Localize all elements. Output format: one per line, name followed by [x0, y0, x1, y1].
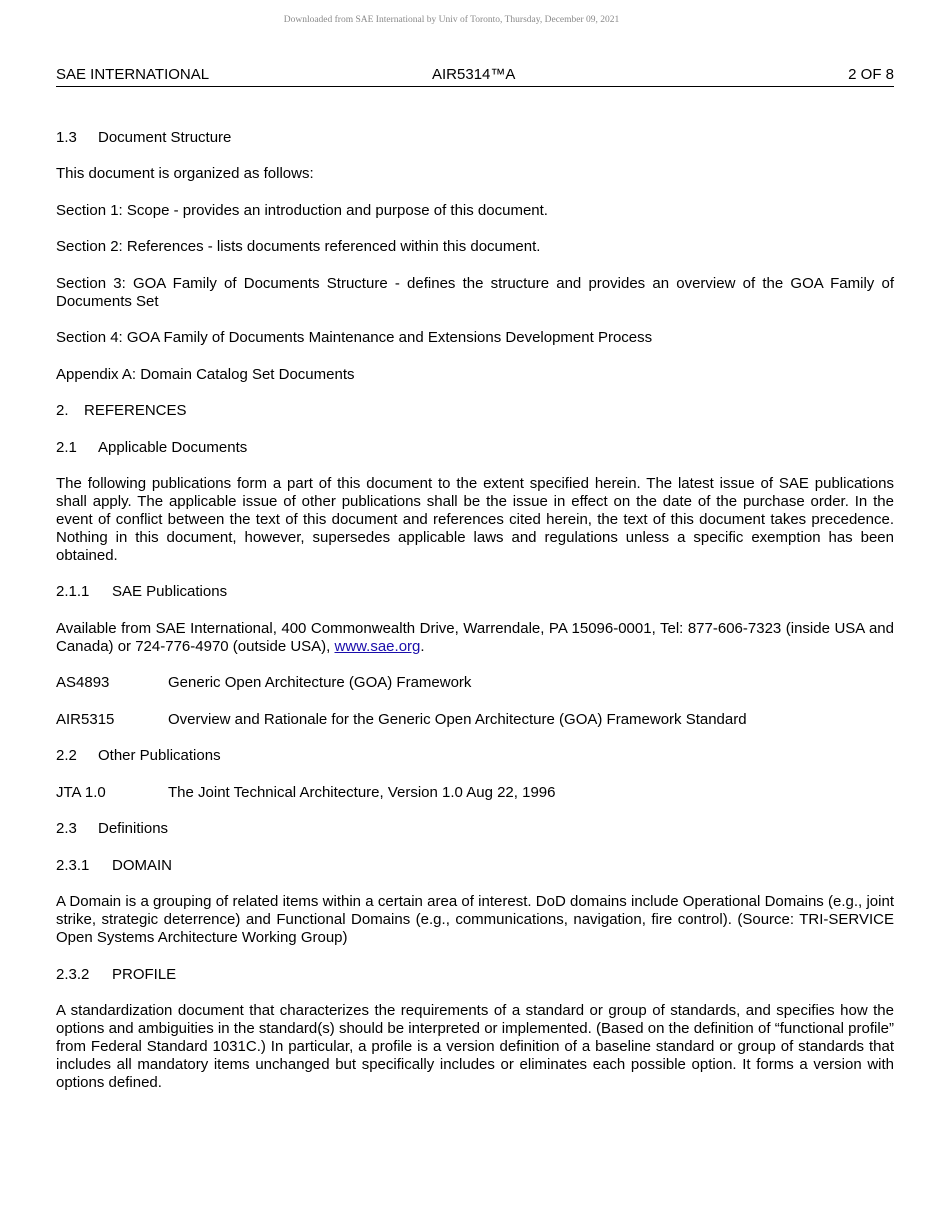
structure-item-appendix-a: Appendix A: Domain Catalog Set Documents	[56, 366, 355, 383]
reference-title: The Joint Technical Architecture, Version 1.0 Aug 22, 1996	[168, 784, 556, 801]
reference-row	[56, 784, 555, 802]
heading-2-3-2: 2.3.2 PROFILE	[56, 966, 177, 983]
header-org: SAE INTERNATIONAL	[56, 66, 210, 83]
structure-item-section-2: Section 2: References - lists documents referenced within this document.	[56, 238, 541, 255]
heading-2-1-1: 2.1.1 SAE Publications	[56, 583, 228, 600]
reference-code: AS4893	[56, 674, 110, 691]
sae-availability-paragraph: Available from SAE International, 400 Commonwealth Drive, Warrendale, PA 15096-0001, Tel: 877-606-7323 (inside USA and Canada) or 724-776-4970 (outside USA), www.sae.org.	[56, 620, 894, 655]
structure-item-section-4: Section 4: GOA Family of Documents Maintenance and Extensions Development Process	[56, 329, 653, 346]
heading-2-3: 2.3 Definitions	[56, 820, 169, 837]
download-watermark: Downloaded from SAE International by Univ of Toronto, Thursday, December 09, 2021	[283, 15, 620, 25]
heading-2-3-1: 2.3.1 DOMAIN	[56, 857, 172, 874]
heading-1-3: 1.3 Document Structure	[56, 129, 232, 146]
header-page-number: 2 OF 8	[848, 66, 894, 83]
heading-2-1: 2.1 Applicable Documents	[56, 439, 248, 456]
reference-code: JTA 1.0	[56, 784, 106, 801]
heading-2-references: 2. REFERENCES	[56, 402, 187, 419]
sae-website-link[interactable]: www.sae.org	[334, 638, 421, 655]
page-header	[56, 66, 894, 87]
reference-row	[56, 711, 747, 729]
reference-title: Overview and Rationale for the Generic Open Architecture (GOA) Framework Standard	[168, 711, 747, 728]
structure-intro: This document is organized as follows:	[56, 165, 314, 182]
reference-title: Generic Open Architecture (GOA) Framework	[168, 674, 472, 691]
heading-2-2: 2.2 Other Publications	[56, 747, 221, 764]
header-doc-id: AIR5314™A	[432, 66, 516, 83]
applicable-documents-paragraph: The following publications form a part of this document to the extent specified herein. The latest issue of SAE publications shall apply. The applicable issue of other publications shall be the issue in effect on the date of the purchase order. In the event of conflict between the text of this document and references cited herein, the text of this document takes precedence. Nothing in this document, however, supersedes applicable laws and regulations unless a specific exemption has been obtained.	[56, 475, 894, 564]
structure-item-section-1: Section 1: Scope - provides an introduction and purpose of this document.	[56, 202, 548, 219]
reference-row	[56, 674, 471, 692]
structure-item-section-3: Section 3: GOA Family of Documents Structure - defines the structure and provides an overview of the GOA Family of Documents Set	[56, 275, 894, 310]
reference-code: AIR5315	[56, 711, 115, 728]
domain-definition-paragraph: A Domain is a grouping of related items within a certain area of interest. DoD domains include Operational Domains (e.g., joint strike, strategic deterrence) and Functional Domains (e.g., communications, navigation, fire control). (Source: TRI-SERVICE Open Systems Architecture Working Group)	[56, 893, 894, 946]
profile-definition-paragraph: A standardization document that characterizes the requirements of a standard or group of standards, and specifies how the options and ambiguities in the standard(s) should be interpreted or implemented. (Based on the definition of “functional profile” from Federal Standard 1031C.) In particular, a profile is a version definition of a baseline standard or group of standards that includes all mandatory items unchanged but specifically includes or eliminates each possible option. It forms a version with options defined.	[56, 1002, 894, 1091]
